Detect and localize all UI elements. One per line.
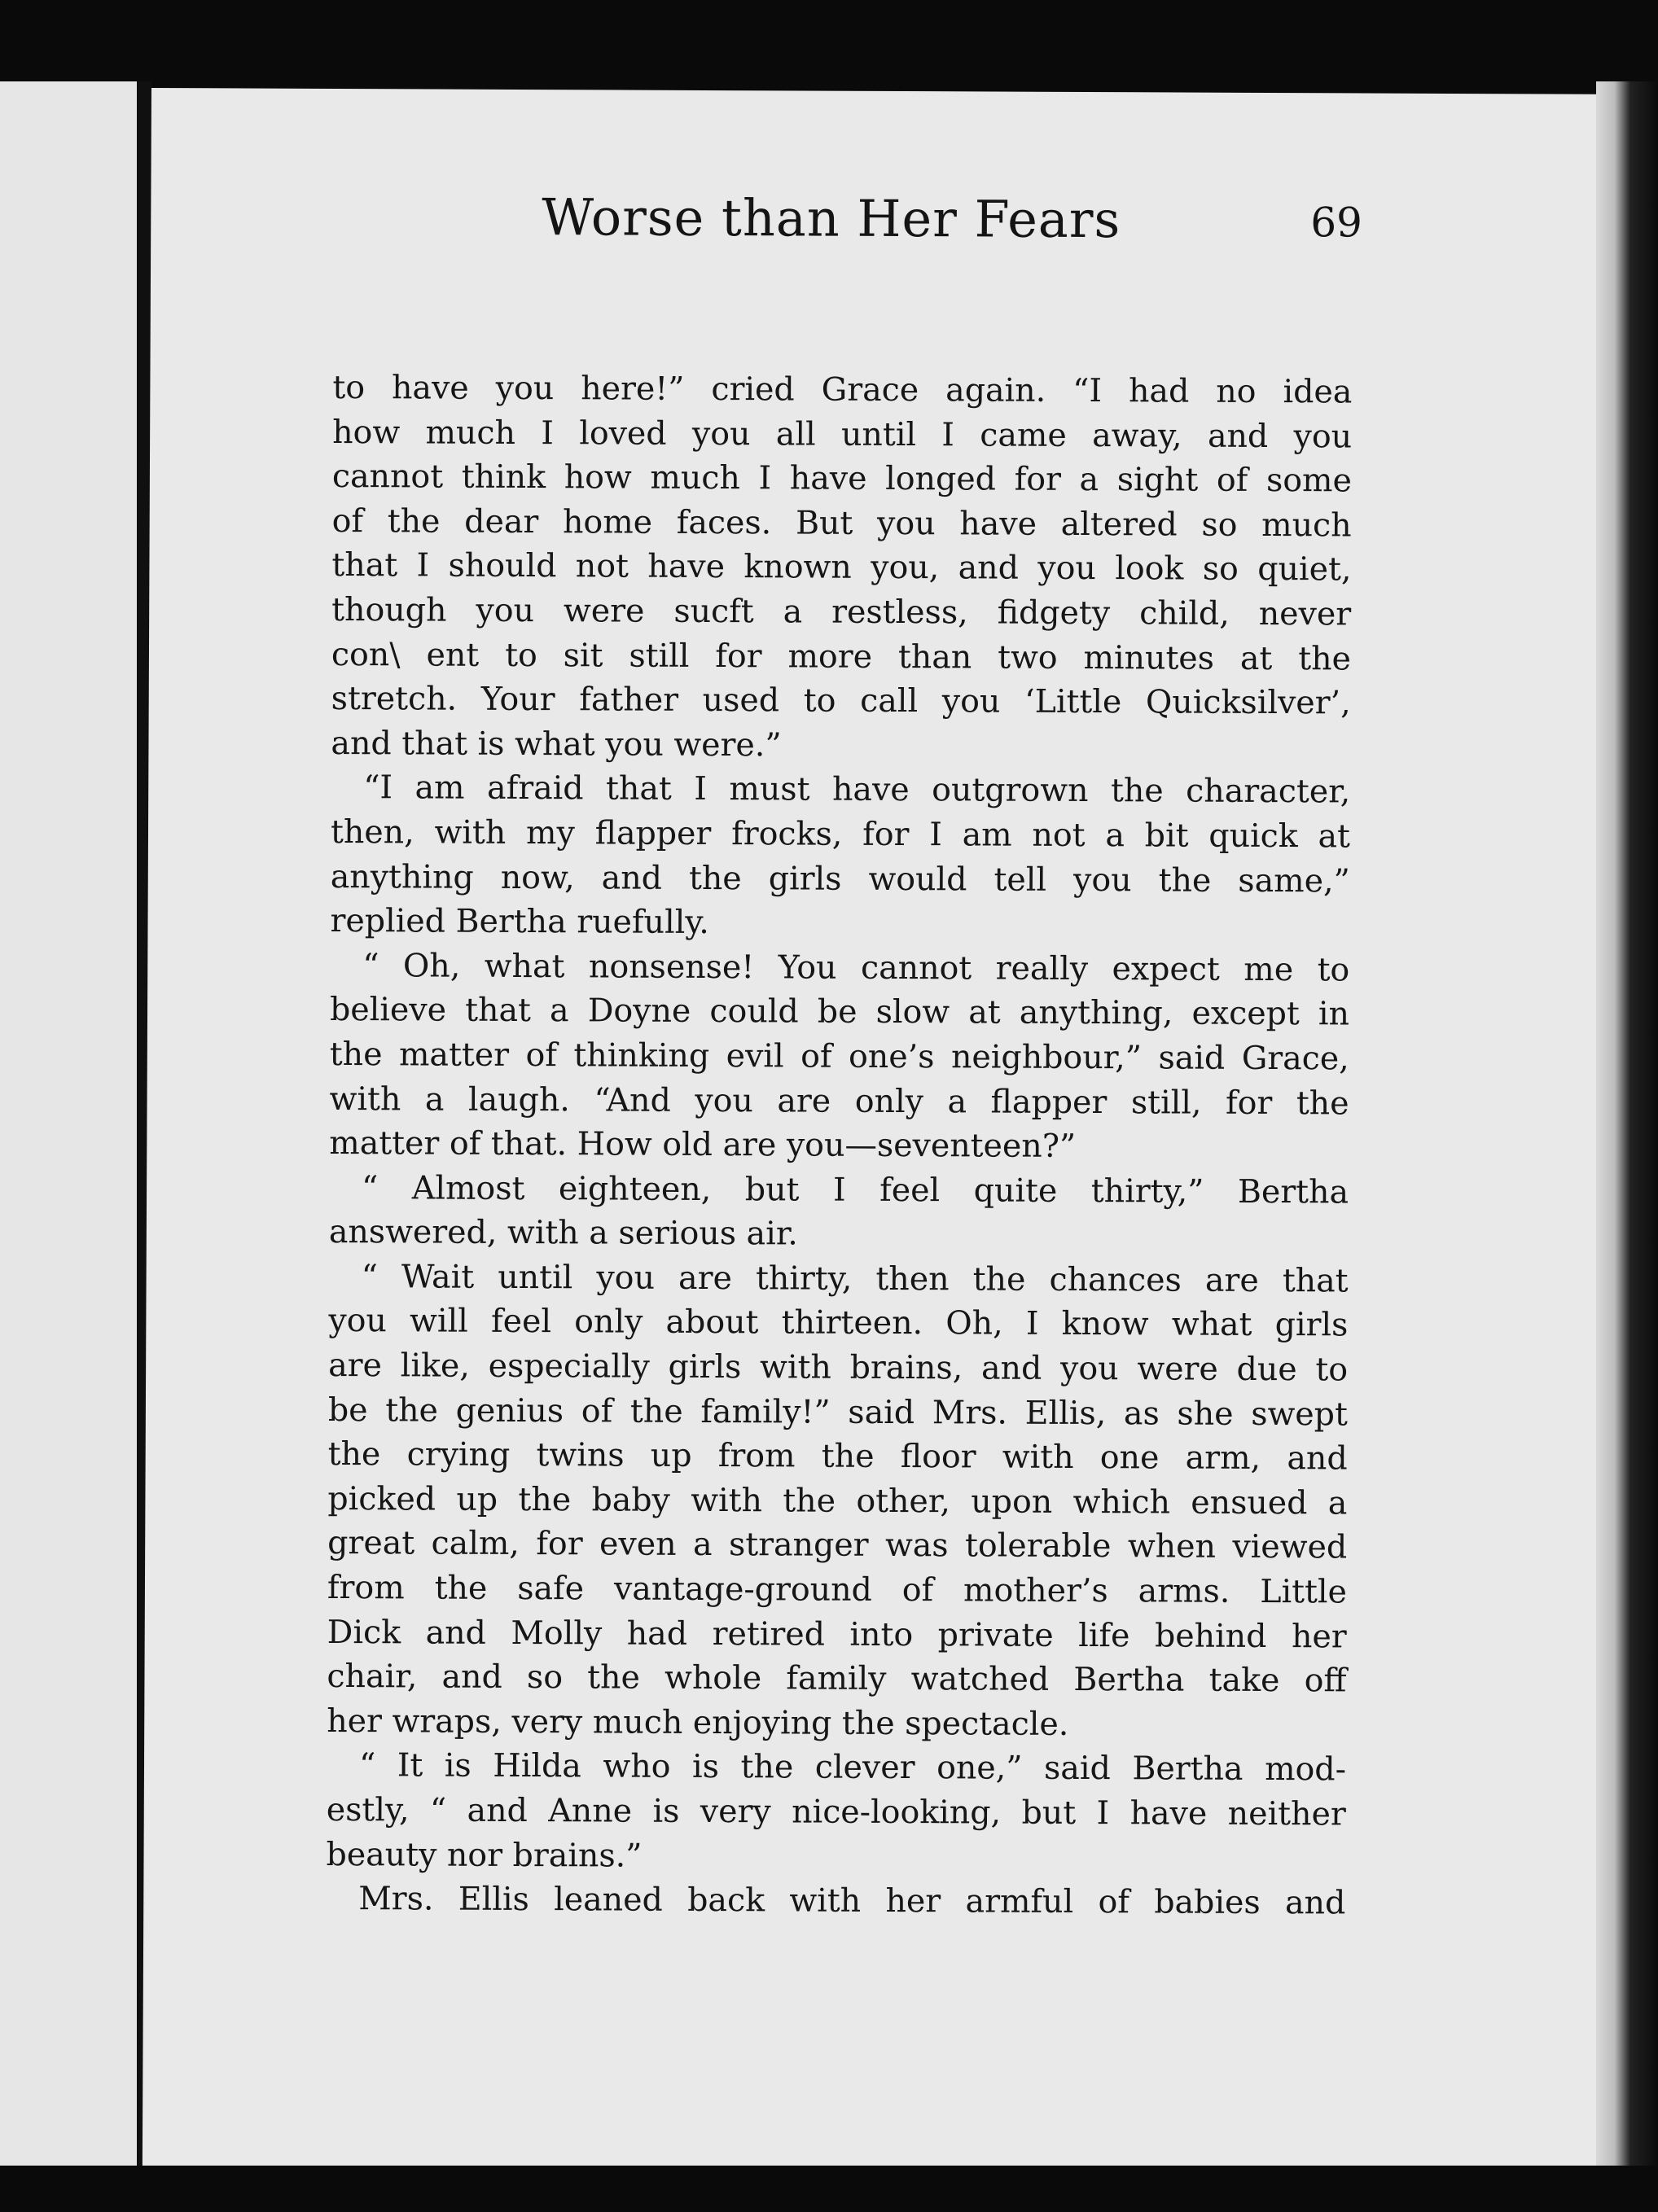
book-page	[143, 88, 1619, 2179]
text-line: estly, “ and Anne is very nice-looking, but I have neither	[326, 1790, 1346, 1833]
text-line: beauty nor brains.”	[326, 1835, 643, 1875]
text-line: how much I loved you all until I came away, and you	[332, 413, 1353, 456]
text-line: replied Bertha ruefully.	[330, 902, 710, 942]
text-line: from the safe vantage-ground of mother’s arms. Little	[327, 1568, 1348, 1611]
text-line: “ Almost eighteen, but I feel quite thirty,” Bertha	[362, 1168, 1349, 1211]
text-line: believe that a Doyne could be slow at anything, except in	[329, 991, 1350, 1033]
text-line: with a laugh. “And you are only a flapper still, for the	[329, 1080, 1349, 1122]
text-line: that I should not have known you, and you look so quiet,	[331, 546, 1352, 589]
text-line: you will feel only about thirteen. Oh, I know what girls	[328, 1302, 1349, 1344]
text-line: “ It is Hilda who is the clever one,” said Bertha mod-	[358, 1746, 1347, 1789]
text-line: and that is what you were.”	[331, 724, 782, 764]
text-line: “ Oh, what nonsense! You cannot really expect me to	[362, 946, 1350, 989]
text-line: “ Wait until you are thirty, then the chances are that	[361, 1258, 1349, 1300]
text-line: Dick and Molly had retired into private life behind her	[327, 1613, 1347, 1656]
text-line: stretch. Your father used to call you ‘Little Quicksilver’,	[331, 680, 1351, 722]
page-number: 69	[1310, 199, 1363, 247]
text-line: matter of that. How old are you—seventeen?”	[329, 1124, 1077, 1166]
text-line: anything now, and the girls would tell you the same,”	[330, 857, 1350, 900]
text-line: are like, especially girls with brains, and you were due to	[328, 1347, 1349, 1389]
text-line: Mrs. Ellis leaned back with her armful of babies and	[358, 1880, 1346, 1922]
text-line: though you were sucft a restless, fidgety child, never	[331, 590, 1352, 633]
text-line: of the dear home faces. But you have altered so much	[331, 502, 1352, 545]
text-line: great calm, for even a stranger was tolerable when viewed	[327, 1524, 1348, 1566]
text-line: the matter of thinking evil of one’s neighbour,” said Grace,	[329, 1035, 1349, 1078]
text-line: then, with my flapper frocks, for I am not a bit quick at	[330, 813, 1351, 856]
text-line: the crying twins up from the floor with one arm, and	[327, 1435, 1348, 1478]
text-line: chair, and so the whole family watched Bertha take off	[327, 1658, 1347, 1700]
scan-border	[0, 2166, 1658, 2212]
text-line: cannot think how much I have longed for a sight of some	[331, 458, 1353, 500]
text-line: con\ ent to sit still for more than two minutes at the	[331, 635, 1352, 677]
text-line: answered, with a serious air.	[328, 1213, 798, 1253]
page-body-text	[326, 366, 1352, 1925]
right-page-edge	[1596, 81, 1658, 2212]
running-title: Worse than Her Fears	[542, 187, 1121, 250]
facing-page-edge	[0, 81, 137, 2166]
text-line: be the genius of the family!” said Mrs. Ellis, as she swept	[327, 1391, 1349, 1434]
text-line: her wraps, very much enjoying the spectacle.	[327, 1702, 1069, 1743]
text-line: to have you here!” cried Grace again. “I had no idea	[332, 368, 1353, 411]
text-line: “I am afraid that I must have outgrown the character,	[363, 769, 1351, 811]
text-line: picked up the baby with the other, upon which ensued a	[327, 1479, 1348, 1522]
